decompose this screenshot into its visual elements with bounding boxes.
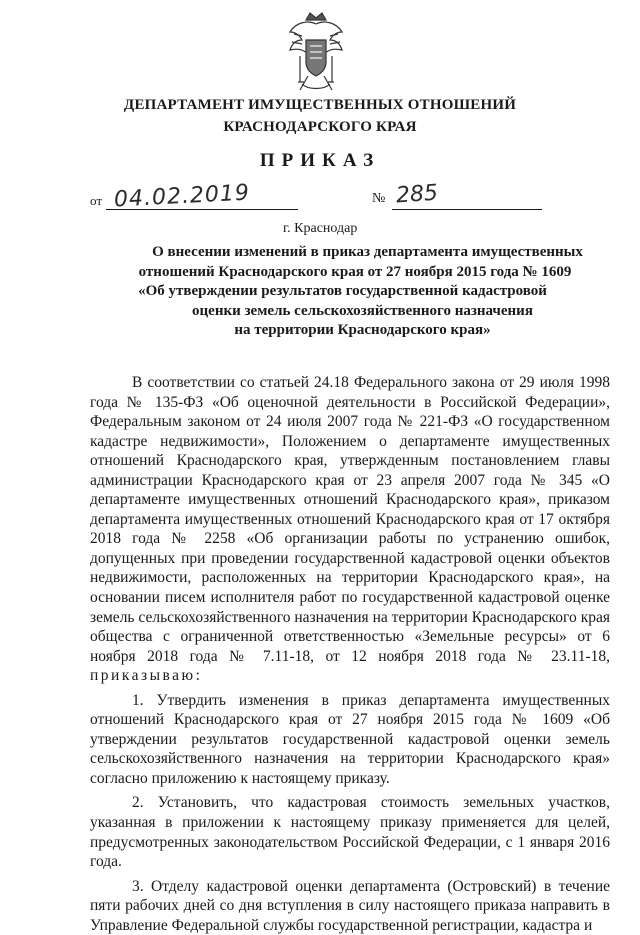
preamble-text: В соответствии со статьей 24.18 Федерального закона от 29 июля 1998 года № 135-ФЗ «Об оценочной деятельности в Российской Федерации», Федеральным законом от 24 июля 2007 года № 221-ФЗ «О государственном кадастре недвижимости», Положением о департаменте имущественных отношений Краснодарского края, утвержденным постановлением главы администрации Краснодарского края от 23 апреля 2007 года № 345 «О департаменте имущественных отношений Краснодарского края», приказом департамента имущественных отношений Краснодарского края от 17 октября 2018 года № 2258 «Об организации работы по устранению ошибок, допущенных при проведении государственной кадастровой оценки объектов недвижимости, расположенных на территории Краснодарского края», на основании писем исполнителя работ по государственной кадастровой оценке земель сельскохозяйственного назначения на территории Краснодарского края общества с ограниченной ответственностью «Земельные ресурсы» от 6 ноября 2018 года № 7.11-18, от 12 ноября 2018 года № 23.11-18, <box>90 374 610 665</box>
subject-line-5: на территории Краснодарского края» <box>234 322 491 339</box>
date-label: от <box>90 193 103 208</box>
order-item-1: 1. Утвердить изменения в приказ департамента имущественных отношений Краснодарского края от 27 ноября 2015 года № 1609 «Об утверждении результатов государственной кадастровой оценки земель сельскохозяйственного назначения на территории Краснодарского края» согласно приложению к настоящему приказу. <box>90 691 610 787</box>
department-title-line2: КРАСНОДАРСКОГО КРАЯ <box>223 119 417 135</box>
order-subject <box>0 243 640 341</box>
date-number-row <box>90 180 560 213</box>
handwritten-number: 285 <box>395 180 439 209</box>
order-item-2: 2. Установить, что кадастровая стоимость земельных участков, указанная в приложении к настоящему приказу применяется для целей, предусмотренных законодательством Российской Федерации, с 1 января 2016 года. <box>90 794 610 871</box>
subject-line-2: отношений Краснодарского края от 27 ноября 2015 года № 1609 <box>138 263 572 280</box>
subject-line-3: «Об утверждении результатов государственной кадастровой <box>138 283 547 300</box>
order-item-3: 3. Отделу кадастровой оценки департамента (Островский) в течение пяти рабочих дней со дня вступления в силу настоящего приказа направить в Управление Федеральной службы государственной регистрации, кадастра и <box>90 877 610 934</box>
number-underline <box>392 209 542 210</box>
city-label: г. Краснодар <box>283 221 358 236</box>
number-label: № <box>372 191 386 206</box>
coat-of-arms-icon <box>286 10 346 94</box>
preamble-paragraph <box>90 373 610 686</box>
subject-line-1: О внесении изменений в приказ департамента имущественных <box>152 244 583 260</box>
command-word: приказываю: <box>90 667 203 685</box>
order-body <box>90 373 610 935</box>
handwritten-date: 04.02.2019 <box>113 180 251 213</box>
subject-line-4: оценки земель сельскохозяйственного назначения <box>192 302 533 319</box>
department-title-line1: ДЕПАРТАМЕНТ ИМУЩЕСТВЕННЫХ ОТНОШЕНИЙ <box>123 97 517 113</box>
document-type-heading: ПРИКАЗ <box>259 150 381 171</box>
